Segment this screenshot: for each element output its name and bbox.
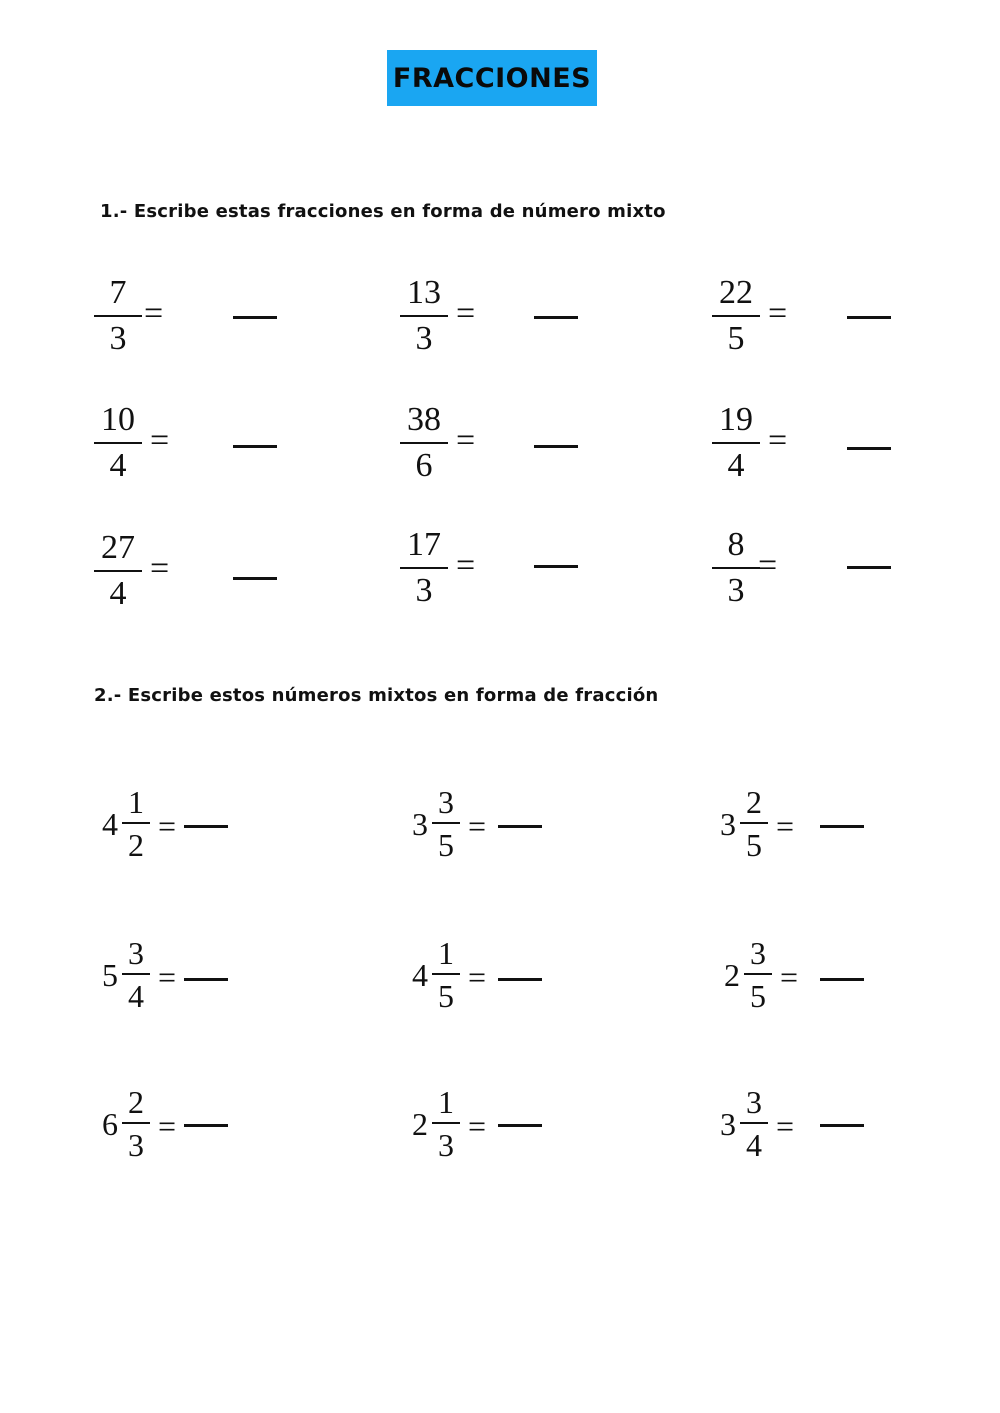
denominator: 4 xyxy=(746,1127,762,1163)
numerator: 3 xyxy=(438,784,454,820)
equals-sign: = xyxy=(468,959,487,995)
answer-blank[interactable] xyxy=(498,978,542,981)
equals-sign: = xyxy=(768,295,788,332)
answer-blank[interactable] xyxy=(498,825,542,828)
fraction xyxy=(400,528,448,610)
denominator: 4 xyxy=(109,447,127,484)
instruction-2: 2.- Escribe estos números mixtos en forma de fracción xyxy=(94,685,659,706)
numerator: 3 xyxy=(746,1084,762,1120)
fraction xyxy=(122,786,150,863)
whole-number: 2 xyxy=(412,1106,428,1142)
denominator: 4 xyxy=(727,447,745,484)
fraction-bar xyxy=(744,973,772,975)
equals-sign: = xyxy=(468,808,487,844)
fraction xyxy=(122,937,150,1014)
denominator: 2 xyxy=(128,827,144,863)
denominator: 5 xyxy=(438,978,454,1014)
whole-number: 3 xyxy=(720,806,736,842)
equals-sign: = xyxy=(776,808,795,844)
fraction-bar xyxy=(712,567,760,569)
fraction-bar xyxy=(94,315,142,317)
fraction-exercise xyxy=(712,276,912,366)
fraction-bar xyxy=(712,442,760,444)
fraction xyxy=(122,1086,150,1163)
fraction xyxy=(712,403,760,485)
equals-sign: = xyxy=(776,1108,795,1144)
equals-sign: = xyxy=(150,422,170,459)
answer-blank[interactable] xyxy=(847,447,891,450)
denominator: 3 xyxy=(438,1127,454,1163)
answer-blank[interactable] xyxy=(233,445,277,448)
title-banner xyxy=(387,50,597,106)
mixed-number-exercise xyxy=(102,937,302,1027)
fraction-exercise xyxy=(400,276,600,366)
mixed-number-exercise xyxy=(102,1086,302,1176)
fraction-bar xyxy=(94,442,142,444)
mixed-number-exercise xyxy=(724,937,924,1027)
fraction xyxy=(712,528,760,610)
answer-blank[interactable] xyxy=(847,316,891,319)
answer-blank[interactable] xyxy=(534,316,578,319)
denominator: 3 xyxy=(727,572,745,609)
fraction-bar xyxy=(400,567,448,569)
fraction xyxy=(740,1086,768,1163)
answer-blank[interactable] xyxy=(534,445,578,448)
denominator: 5 xyxy=(727,320,745,357)
answer-blank[interactable] xyxy=(184,825,228,828)
equals-sign: = xyxy=(158,959,177,995)
fraction-bar xyxy=(432,822,460,824)
fraction xyxy=(432,937,460,1014)
fraction xyxy=(94,403,142,485)
numerator: 13 xyxy=(407,274,441,311)
numerator: 1 xyxy=(128,784,144,820)
fraction xyxy=(740,786,768,863)
fraction-bar xyxy=(400,315,448,317)
numerator: 1 xyxy=(438,935,454,971)
equals-sign: = xyxy=(158,1108,177,1144)
denominator: 5 xyxy=(746,827,762,863)
fraction-bar xyxy=(712,315,760,317)
whole-number: 5 xyxy=(102,957,118,993)
answer-blank[interactable] xyxy=(233,577,277,580)
equals-sign: = xyxy=(158,808,177,844)
denominator: 3 xyxy=(415,320,433,357)
answer-blank[interactable] xyxy=(184,978,228,981)
whole-number: 6 xyxy=(102,1106,118,1142)
numerator: 8 xyxy=(727,526,745,563)
fraction-bar xyxy=(400,442,448,444)
fraction xyxy=(94,531,142,613)
instruction-1: 1.- Escribe estas fracciones en forma de número mixto xyxy=(100,201,666,222)
equals-sign: = xyxy=(150,550,170,587)
numerator: 3 xyxy=(128,935,144,971)
answer-blank[interactable] xyxy=(184,1124,228,1127)
fraction-bar xyxy=(432,973,460,975)
equals-sign: = xyxy=(468,1108,487,1144)
answer-blank[interactable] xyxy=(233,316,277,319)
numerator: 27 xyxy=(101,529,135,566)
equals-sign: = xyxy=(456,295,476,332)
numerator: 10 xyxy=(101,401,135,438)
fraction-bar xyxy=(122,822,150,824)
equals-sign: = xyxy=(144,295,164,332)
fraction-bar xyxy=(94,570,142,572)
numerator: 1 xyxy=(438,1084,454,1120)
fraction-bar xyxy=(740,822,768,824)
numerator: 7 xyxy=(109,274,127,311)
equals-sign: = xyxy=(456,422,476,459)
mixed-number-exercise xyxy=(720,786,920,876)
fraction-exercise xyxy=(94,531,294,621)
mixed-number-exercise xyxy=(102,786,302,876)
mixed-number-exercise xyxy=(720,1086,920,1176)
denominator: 3 xyxy=(109,320,127,357)
denominator: 3 xyxy=(128,1127,144,1163)
answer-blank[interactable] xyxy=(820,1124,864,1127)
fraction-exercise xyxy=(400,528,600,618)
mixed-number-exercise xyxy=(412,937,612,1027)
equals-sign: = xyxy=(456,547,476,584)
fraction-exercise xyxy=(94,276,294,366)
numerator: 3 xyxy=(750,935,766,971)
answer-blank[interactable] xyxy=(847,566,891,569)
answer-blank[interactable] xyxy=(820,825,864,828)
numerator: 17 xyxy=(407,526,441,563)
numerator: 38 xyxy=(407,401,441,438)
equals-sign: = xyxy=(780,959,799,995)
answer-blank[interactable] xyxy=(820,978,864,981)
fraction xyxy=(94,276,142,358)
fraction-exercise xyxy=(94,403,294,493)
fraction-exercise xyxy=(712,403,912,493)
equals-sign: = xyxy=(758,547,778,584)
numerator: 22 xyxy=(719,274,753,311)
fraction-bar xyxy=(740,1122,768,1124)
denominator: 3 xyxy=(415,572,433,609)
denominator: 5 xyxy=(438,827,454,863)
whole-number: 4 xyxy=(412,957,428,993)
fraction-bar xyxy=(432,1122,460,1124)
denominator: 5 xyxy=(750,978,766,1014)
denominator: 4 xyxy=(128,978,144,1014)
answer-blank[interactable] xyxy=(534,565,578,568)
fraction-exercise xyxy=(712,528,912,618)
whole-number: 3 xyxy=(412,806,428,842)
fraction xyxy=(712,276,760,358)
mixed-number-exercise xyxy=(412,786,612,876)
fraction-exercise xyxy=(400,403,600,493)
equals-sign: = xyxy=(768,422,788,459)
fraction-bar xyxy=(122,973,150,975)
fraction xyxy=(400,403,448,485)
page-title: FRACCIONES xyxy=(392,62,592,94)
answer-blank[interactable] xyxy=(498,1124,542,1127)
fraction xyxy=(400,276,448,358)
whole-number: 2 xyxy=(724,957,740,993)
fraction xyxy=(432,1086,460,1163)
whole-number: 4 xyxy=(102,806,118,842)
numerator: 2 xyxy=(128,1084,144,1120)
numerator: 19 xyxy=(719,401,753,438)
denominator: 6 xyxy=(415,447,433,484)
denominator: 4 xyxy=(109,575,127,612)
fraction-bar xyxy=(122,1122,150,1124)
whole-number: 3 xyxy=(720,1106,736,1142)
mixed-number-exercise xyxy=(412,1086,612,1176)
fraction xyxy=(744,937,772,1014)
numerator: 2 xyxy=(746,784,762,820)
fraction xyxy=(432,786,460,863)
